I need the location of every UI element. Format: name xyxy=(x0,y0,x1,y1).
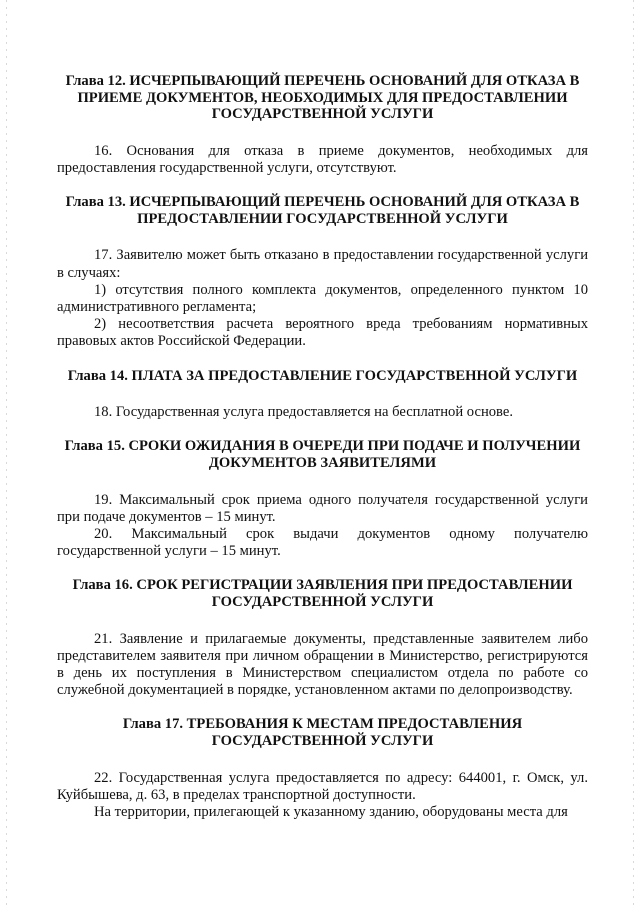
chapter-17-heading xyxy=(57,716,588,749)
heading-line: ПРИЕМЕ ДОКУМЕНТОВ, НЕОБХОДИМЫХ ДЛЯ ПРЕДОСТАВЛЕНИИ xyxy=(77,89,568,106)
heading-line: ГОСУДАРСТВЕННОЙ УСЛУГИ xyxy=(211,732,434,749)
paragraph-17-item-2: 2) несоответствия расчета вероятного вреда требованиям нормативных правовых актов Российской Федерации. xyxy=(57,316,588,350)
paragraph-20: 20. Максимальный срок выдачи документов одному получателю государственной услуги – 15 минут. xyxy=(57,525,588,560)
heading-line: Глава 12. ИСЧЕРПЫВАЮЩИЙ ПЕРЕЧЕНЬ ОСНОВАНИЙ ДЛЯ ОТКАЗА В xyxy=(65,73,580,89)
paragraph-21: 21. Заявление и прилагаемые документы, представленные заявителем либо представителем заявителя при личном обращении в Министерство, регистрируются в день их поступления в Министерством специалистом отдела по работе со служебной документацией в порядке, установленном актами по делопроизводству. xyxy=(57,630,588,699)
heading-line: Глава 15. СРОКИ ОЖИДАНИЯ В ОЧЕРЕДИ ПРИ ПОДАЧЕ И ПОЛУЧЕНИИ xyxy=(64,438,581,455)
paragraph-22-continuation: На территории, прилегающей к указанному зданию, оборудованы места для xyxy=(94,803,568,820)
paragraph-16: 16. Основания для отказа в приеме документов, необходимых для предоставления государственной услуги, отсутствуют. xyxy=(57,142,588,176)
chapter-13-heading xyxy=(57,194,588,227)
chapter-17 xyxy=(57,716,588,821)
paragraph-19: 19. Максимальный срок приема одного получателя государственной услуги при подаче документов – 15 минут. xyxy=(57,491,588,525)
heading-line: Глава 13. ИСЧЕРПЫВАЮЩИЙ ПЕРЕЧЕНЬ ОСНОВАНИЙ ДЛЯ ОТКАЗА В xyxy=(65,194,580,211)
chapter-16-heading xyxy=(57,577,588,610)
paragraph-18: 18. Государственная услуга предоставляется на бесплатной основе. xyxy=(94,404,513,421)
heading-line: ГОСУДАРСТВЕННОЙ УСЛУГИ xyxy=(211,593,434,610)
chapter-14-heading xyxy=(57,368,588,385)
paragraph-22: 22. Государственная услуга предоставляется по адресу: 644001, г. Омск, ул. Куйбышева, д. 63, в пределах транспортной доступности. xyxy=(57,769,588,803)
heading-line: ГОСУДАРСТВЕННОЙ УСЛУГИ xyxy=(211,106,434,123)
heading-line: Глава 14. ПЛАТА ЗА ПРЕДОСТАВЛЕНИЕ ГОСУДАРСТВЕННОЙ УСЛУГИ xyxy=(67,367,578,384)
chapter-15-heading xyxy=(57,438,588,471)
chapter-16 xyxy=(57,577,588,699)
chapter-13 xyxy=(57,194,588,350)
chapter-15 xyxy=(57,438,588,560)
heading-line: ДОКУМЕНТОВ ЗАЯВИТЕЛЯМИ xyxy=(208,454,437,471)
heading-line: ПРЕДОСТАВЛЕНИИ ГОСУДАРСТВЕННОЙ УСЛУГИ xyxy=(137,210,508,227)
heading-line: Глава 17. ТРЕБОВАНИЯ К МЕСТАМ ПРЕДОСТАВЛЕНИЯ xyxy=(122,716,523,733)
paragraph-17-item-1: 1) отсутствия полного комплекта документов, определенного пунктом 10 административного регламента; xyxy=(57,281,588,315)
chapter-14 xyxy=(57,368,588,422)
chapter-12 xyxy=(57,73,588,177)
heading-line: Глава 16. СРОК РЕГИСТРАЦИИ ЗАЯВЛЕНИЯ ПРИ ПРЕДОСТАВЛЕНИИ xyxy=(72,577,573,594)
paragraph-17: 17. Заявителю может быть отказано в предоставлении государственной услуги в случаях: xyxy=(57,247,588,281)
chapter-12-heading xyxy=(57,73,588,123)
